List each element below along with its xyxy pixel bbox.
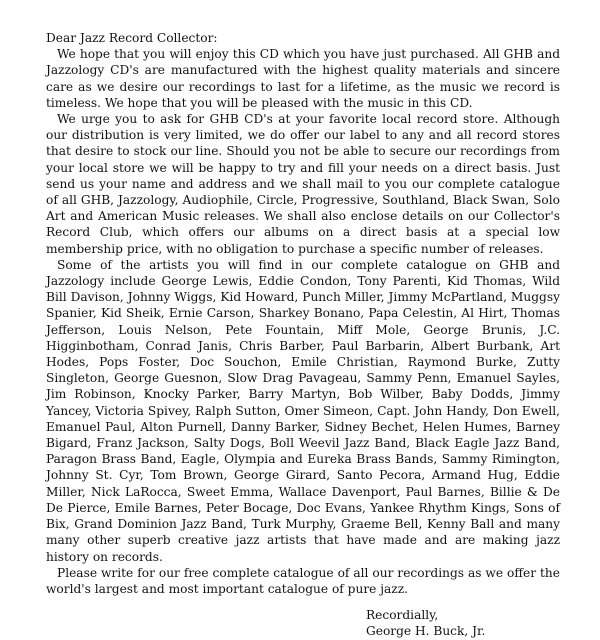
paragraph-enjoy-cd: We hope that you will enjoy this CD which you have just purchased. All GHB and Jazzology CD's are manufactured with the highest quality materials and sincere care as we desire our recordings to last for a lifetime, as the music we record is timeless. We hope that you will be pleased with the music in this CD. (46, 47, 560, 110)
salutation: Dear Jazz Record Collector: (46, 31, 218, 45)
closing: Recordially, (366, 608, 439, 623)
signature: George H. Buck, Jr. (366, 624, 486, 639)
letter-body (46, 30, 560, 640)
paragraph-catalogue-request: Please write for our free complete catalogue of all our recordings as we offer the world's largest and most important catalogue of pure jazz. (46, 565, 560, 596)
paragraph-artists: Some of the artists you will find in our complete catalogue on GHB and Jazzology include George Lewis, Eddie Condon, Tony Parenti, Kid Thomas, Wild Bill Davison, Johnny Wiggs, Kid Howard, Punch Miller, Jimmy McPartland, Muggsy Spanier, Kid Sheik, Ernie Carson, Sharkey Bonano, Papa Celestin, Al Hirt, Thomas Jefferson, Louis Nelson, Pete Fountain, Miff Mole, George Brunis, J.C. Higginbotham, Conrad Janis, Chris Barber, Paul Barbarin, Albert Burbank, Art Hodes, Pops Foster, Doc Souchon, Emile Christian, Raymond Burke, Zutty Singleton, George Guesnon, Slow Drag Pavageau, Sammy Penn, Emanuel Sayles, Jim Robinson, Knocky Parker, Barry Martyn, Bob Wilber, Baby Dodds, Jimmy Yancey, Victoria Spivey, Ralph Sutton, Omer Simeon, Capt. John Handy, Don Ewell, Emanuel Paul, Alton Purnell, Danny Barker, Sidney Bechet, Helen Humes, Barney Bigard, Franz Jackson, Salty Dogs, Boll Weevil Jazz Band, Black Eagle Jazz Band, Paragon Brass Band, Eagle, Olympia and Eureka Brass Bands, Sammy Rimington, Johnny St. Cyr, Tom Brown, George Girard, Santo Pecora, Armand Hug, Eddie Miller, Nick LaRocca, Sweet Emma, Wallace Davenport, Paul Barnes, Billie & De De Pierce, Emile Barnes, Peter Bocage, Doc Evans, Yankee Rhythm Kings, Sons of Bix, Grand Dominion Jazz Band, Turk Murphy, Graeme Bell, Kenny Ball and many many other superb creative jazz artists that have made and are making jazz history on records. (46, 257, 560, 564)
paragraph-record-store: We urge you to ask for GHB CD's at your favorite local record store. Although our distribution is very limited, we do offer our label to any and all record stores that desire to stock our line. Should you not be able to secure our recordings from your local store we will be happy to try and fill your needs on a direct basis. Just send us your name and address and we shall mail to you our complete catalogue of all GHB, Jazzology, Audiophile, Circle, Progressive, Southland, Black Swan, Solo Art and American Music releases. We shall also enclose details on our Collector's Record Club, which offers our albums on a direct basis at a special low membership price, with no obligation to purchase a specific number of releases. (46, 112, 560, 256)
signoff (366, 607, 560, 639)
